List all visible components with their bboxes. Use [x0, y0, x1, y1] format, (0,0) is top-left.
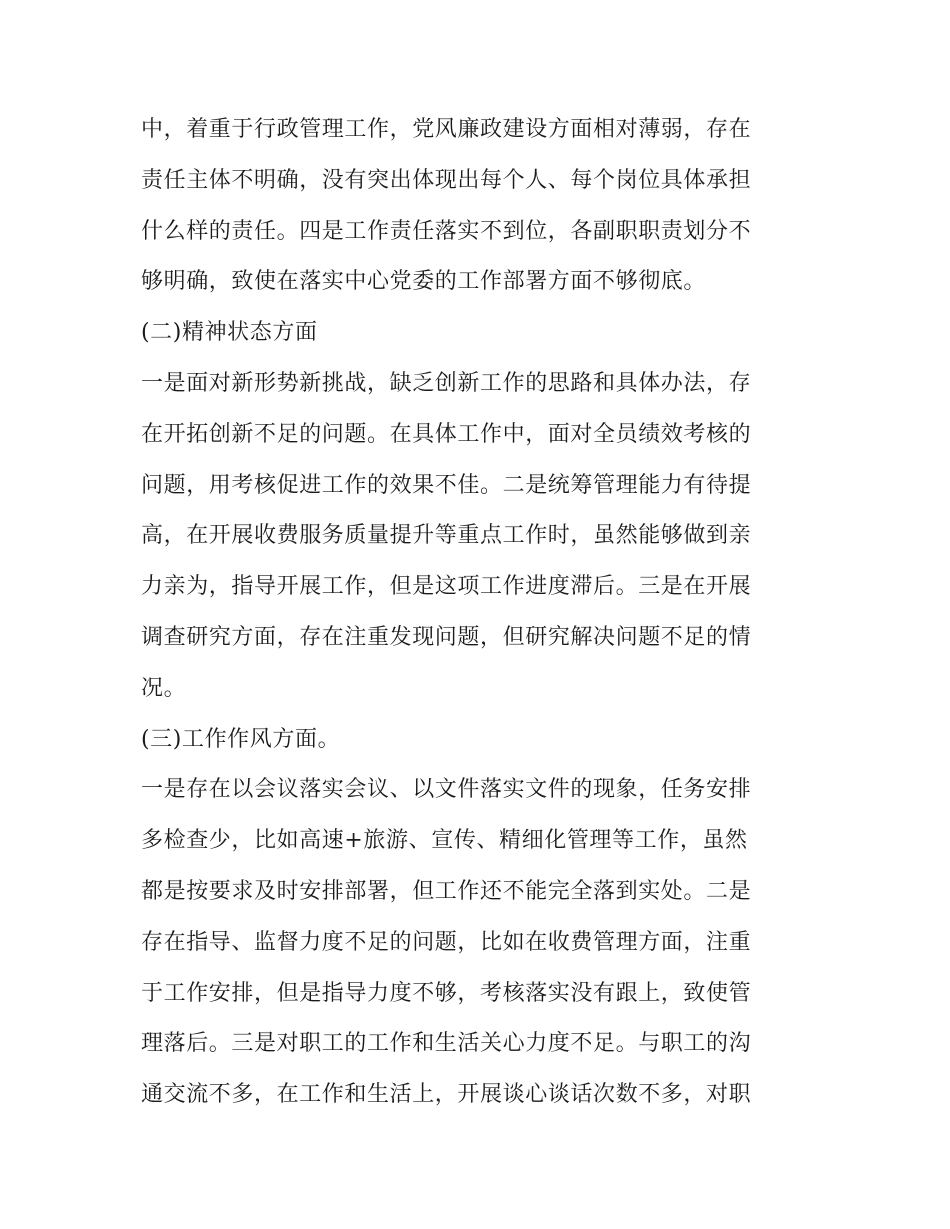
paragraph-line: 存在指导、监督力度不足的问题，比如在收费管理方面，注重 — [141, 929, 752, 955]
paragraph-line: 况。 — [141, 675, 187, 701]
section-heading-spirit: (二)精神状态方面 — [141, 320, 318, 346]
paragraph-line: 什么样的责任。四是工作责任落实不到位，各副职职责划分不 — [141, 218, 752, 244]
paragraph-line: 一是面对新形势新挑战，缺乏创新工作的思路和具体办法，存 — [141, 370, 752, 396]
paragraph-line: 都是按要求及时安排部署，但工作还不能完全落到实处。二是 — [141, 878, 752, 904]
paragraph-line: 够明确，致使在落实中心党委的工作部署方面不够彻底。 — [141, 269, 707, 295]
paragraph-line: 力亲为，指导开展工作，但是这项工作进度滞后。三是在开展 — [141, 574, 752, 600]
paragraph-line: 高，在开展收费服务质量提升等重点工作时，虽然能够做到亲 — [141, 523, 752, 549]
section-heading-work-style: (三)工作作风方面。 — [141, 726, 341, 752]
paragraph-line: 问题，用考核促进工作的效果不佳。二是统筹管理能力有待提 — [141, 472, 752, 498]
paragraph-line: 调查研究方面，存在注重发现问题，但研究解决问题不足的情 — [141, 624, 752, 650]
paragraph-line: 理落后。三是对职工的工作和生活关心力度不足。与职工的沟 — [141, 1031, 752, 1057]
paragraph-line: 在开拓创新不足的问题。在具体工作中，面对全员绩效考核的 — [141, 421, 752, 447]
paragraph-line: 责任主体不明确，没有突出体现出每个人、每个岗位具体承担 — [141, 167, 752, 193]
paragraph-line: 通交流不多，在工作和生活上，开展谈心谈话次数不多，对职 — [141, 1082, 752, 1108]
paragraph-line: 多检查少，比如高速+旅游、宣传、精细化管理等工作，虽然 — [141, 828, 748, 854]
paragraph-line: 于工作安排，但是指导力度不够，考核落实没有跟上，致使管 — [141, 980, 752, 1006]
paragraph-line: 中，着重于行政管理工作，党风廉政建设方面相对薄弱，存在 — [141, 117, 752, 142]
paragraph-line: 一是存在以会议落实会议、以文件落实文件的现象，任务安排 — [141, 777, 752, 803]
document-body — [141, 105, 821, 1121]
